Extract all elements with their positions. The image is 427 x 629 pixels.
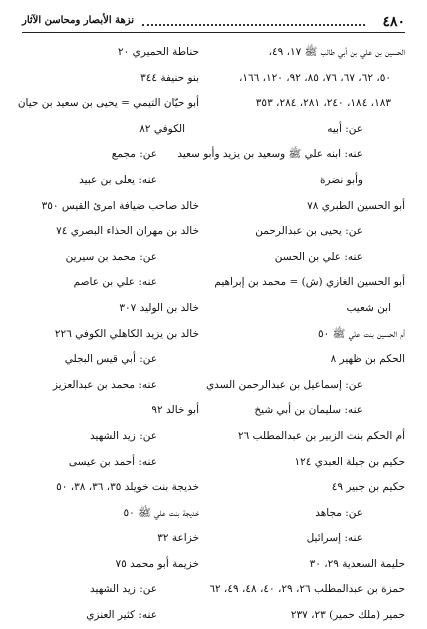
page-header	[22, 14, 405, 33]
index-entry: خالد بن الوليد ٣٠٧	[119, 301, 199, 314]
index-entry: عنه: إسرائيل	[306, 532, 363, 545]
index-entry: حليمة السعدية ٢٩، ٣٠	[309, 557, 405, 570]
index-entry: عن: زيد الشهيد	[90, 583, 157, 596]
index-entry: ٥٠، ٦٢، ٦٧، ٧٦، ٨٥، ٩٢، ١٢٠، ١٦٦،	[238, 71, 391, 84]
index-entry: عن: أبيه	[327, 122, 363, 135]
index-entry: عنه: ابنه علي ﷺ وسعيد بن يزيد وأبو سعيد	[177, 148, 363, 161]
index-entry: عنه: يعلى بن عبيد	[79, 173, 157, 186]
index-entry: بنو حنيفة ٣٤٤	[140, 71, 199, 84]
index-entry: خالد بن يزيد الكاهلي الكوفي ٢٢٦	[54, 327, 199, 340]
index-entry: أبو خالد ٩٢	[151, 404, 199, 417]
index-entry: الحسين بن علي بن أبي طالب ﷺ ١٧، ٤٩،	[268, 46, 405, 58]
dotted-leader	[142, 24, 365, 26]
index-entry: حناطة الحميري ٢٠	[118, 46, 199, 58]
page-number: ٤٨٠	[382, 14, 405, 30]
index-entry: حكيم بن جبير ٤٩	[331, 481, 405, 494]
index-entry: أبو الحسين الطبري ٧٨	[307, 199, 405, 212]
index-entry: عن: إسماعيل بن عبدالرحمن السدي	[205, 378, 363, 391]
index-entry: عن: يحيى بن عبدالرحمن	[255, 225, 363, 238]
index-entry: الكوفي ٨٢	[139, 122, 185, 135]
index-entry: وأبو نضرة	[320, 173, 363, 186]
index-entry: عن: محمد بن سيرين	[65, 250, 157, 263]
index-entry: حكيم بن جبلة العبدي ١٢٤	[294, 455, 405, 468]
index-entry: عن: زيد الشهيد	[90, 429, 157, 442]
index-entry: عنه: علي بن الحسن	[274, 250, 363, 263]
index-entry: عنه: كثير العنزي	[86, 609, 157, 622]
index-entry: خزاعة ٣٢	[157, 532, 199, 545]
index-entry: أبو الحسين الغازي (ش) = محمد بن إبراهيم	[214, 276, 405, 289]
index-entry: عن: أبي قيس البجلي	[64, 353, 157, 366]
index-entry: ابن شعيب	[346, 301, 391, 314]
running-title: نزهة الأبصار ومحاسن الآثار	[22, 15, 135, 26]
index-entry: خديجة بنت علي ﷺ ٥٠	[123, 506, 199, 519]
index-entry: خديجة بنت خويلد ٣٥، ٣٦، ٣٨، ٥٠	[56, 481, 199, 494]
index-column-left	[0, 40, 199, 629]
index-entry: عنه: محمد بن عبدالعزيز	[52, 378, 157, 391]
index-entry: الحكم بن ظهير ٨	[330, 353, 405, 366]
index-entry: أم الحسين بنت علي ﷺ ٥٠	[318, 327, 405, 340]
index-entry: حمزة بن عبدالمطلب ٢٦، ٢٩، ٤٠، ٤٨، ٤٩، ٦٢	[209, 583, 405, 596]
index-entry: خالد صاحب ضيافة امرئ القيس ٣٥٠	[41, 199, 199, 212]
index-entry: عن: مجاهد	[315, 506, 363, 519]
index-entry: ١٨٣، ١٨٤، ٢٤٠، ٢٨١، ٢٨٤، ٣٥٣	[255, 97, 391, 110]
index-entry: عنه: أحمد بن عيسى	[68, 455, 157, 468]
index-entry: أبو حيّان التيمي = يحيى بن سعيد بن حيان	[17, 97, 199, 110]
index-entry: حمير (ملك حمير) ٢٣، ٢٣٧	[290, 609, 405, 622]
index-entry: عنه: علي بن عاصم	[73, 276, 157, 289]
index-entry: عن: مجمع	[111, 148, 157, 161]
index-entry: أم الحكم بنت الزبير بن عبدالمطلب ٢٦	[237, 429, 405, 442]
index-entry: عنه: سليمان بن أبي شيخ	[254, 404, 363, 417]
index-entry: خالد بن مهران الحذاء البصري ٧٤	[56, 225, 199, 238]
index-entry: خزيمة أبو محمد ٧٥	[115, 557, 199, 570]
